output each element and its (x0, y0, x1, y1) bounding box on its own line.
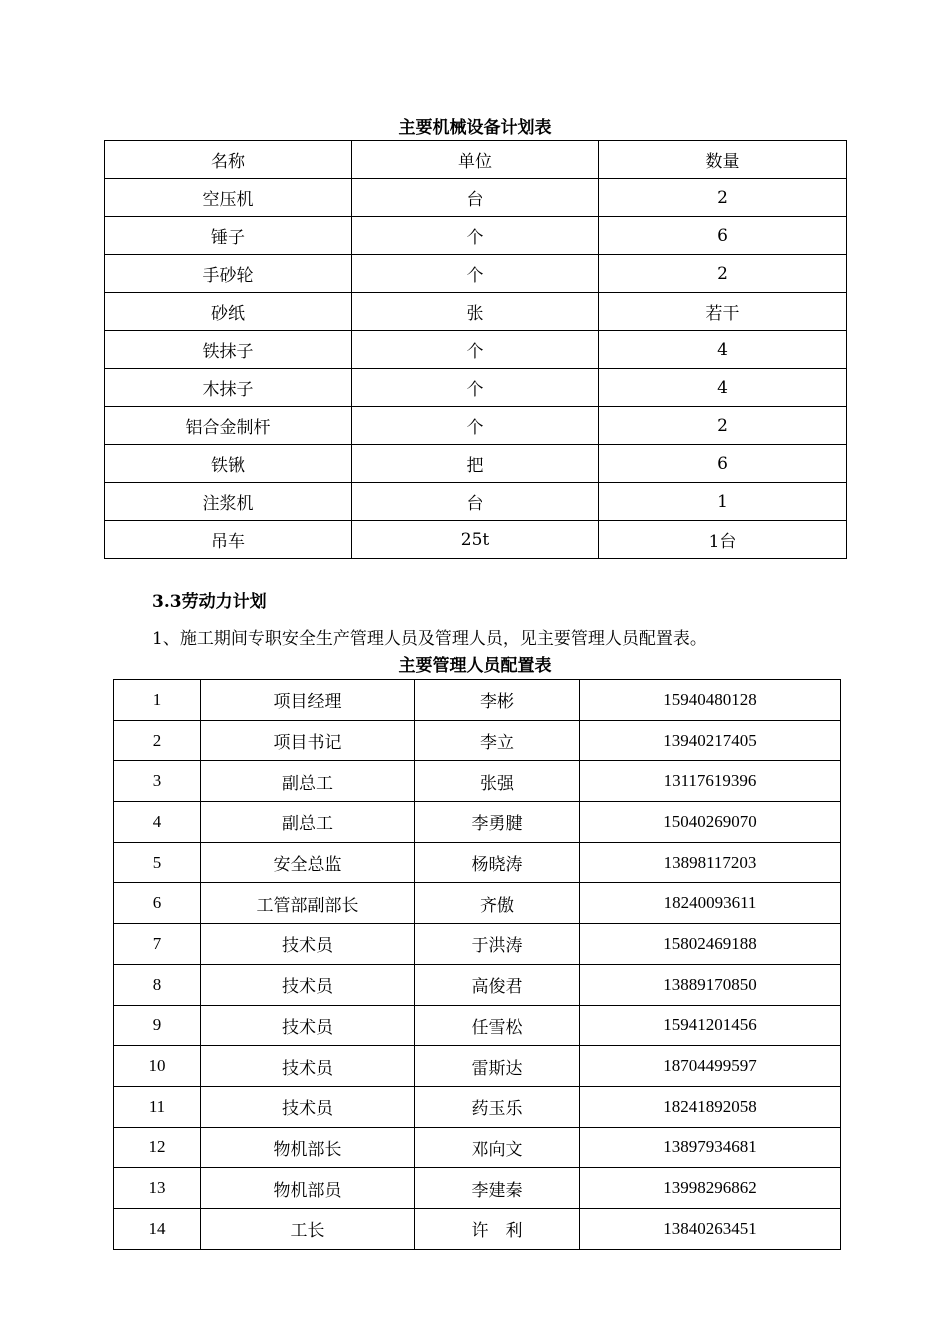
table-row (114, 1005, 841, 1046)
table-cell: 15940480128 (580, 680, 841, 721)
table-row (114, 964, 841, 1005)
table-cell: 锤子 (105, 217, 352, 255)
table-row (105, 179, 847, 217)
table-cell: 注浆机 (105, 483, 352, 521)
table-row (114, 1208, 841, 1249)
table-cell: 物机部长 (201, 1127, 415, 1168)
table-cell: 个 (352, 255, 599, 293)
table-cell: 7 (114, 924, 201, 965)
table-cell: 2 (599, 179, 847, 217)
staff-table-title: 主要管理人员配置表 (398, 656, 552, 676)
table-cell: 13940217405 (580, 720, 841, 761)
table-cell: 副总工 (201, 802, 415, 843)
table-cell: 4 (114, 802, 201, 843)
table-row (114, 1127, 841, 1168)
equipment-table-title: 主要机械设备计划表 (398, 118, 552, 138)
table-row (105, 217, 847, 255)
table-cell: 11 (114, 1086, 201, 1127)
table-cell: 齐傲 (415, 883, 580, 924)
table-cell: 物机部员 (201, 1168, 415, 1209)
table-cell: 李勇腱 (415, 802, 580, 843)
table-cell: 4 (599, 369, 847, 407)
table-cell: 药玉乐 (415, 1086, 580, 1127)
table-cell: 1 (599, 483, 847, 521)
table-cell: 工管部副部长 (201, 883, 415, 924)
table-cell: 铁抹子 (105, 331, 352, 369)
table-cell: 于洪涛 (415, 924, 580, 965)
table-row (105, 255, 847, 293)
table-cell: 工长 (201, 1208, 415, 1249)
table-cell: 13998296862 (580, 1168, 841, 1209)
table-cell: 李建秦 (415, 1168, 580, 1209)
table-cell: 技术员 (201, 1086, 415, 1127)
table-cell: 5 (114, 842, 201, 883)
staff-table (113, 679, 841, 1250)
table-row (105, 331, 847, 369)
table-cell: 18240093611 (580, 883, 841, 924)
table-cell: 6 (599, 217, 847, 255)
table-cell: 25t (352, 521, 599, 559)
table-cell: 个 (352, 217, 599, 255)
table-cell: 李立 (415, 720, 580, 761)
table-cell: 雷斯达 (415, 1046, 580, 1087)
table-cell: 手砂轮 (105, 255, 352, 293)
table-cell: 13117619396 (580, 761, 841, 802)
table-cell: 项目经理 (201, 680, 415, 721)
table-row (114, 761, 841, 802)
table-row (114, 802, 841, 843)
table-cell: 13840263451 (580, 1208, 841, 1249)
table-cell: 8 (114, 964, 201, 1005)
table-row (114, 1168, 841, 1209)
table-cell: 李彬 (415, 680, 580, 721)
table-cell: 个 (352, 331, 599, 369)
equipment-table (104, 140, 847, 559)
table-cell: 台 (352, 179, 599, 217)
table-cell: 砂纸 (105, 293, 352, 331)
table-cell: 12 (114, 1127, 201, 1168)
table-cell: 技术员 (201, 1005, 415, 1046)
table-cell: 2 (114, 720, 201, 761)
table-cell: 邓向文 (415, 1127, 580, 1168)
section-paragraph: 1、施工期间专职安全生产管理人员及管理人员，见主要管理人员配置表。 (152, 629, 707, 649)
table-row (105, 483, 847, 521)
table-cell: 4 (599, 331, 847, 369)
table-cell: 13 (114, 1168, 201, 1209)
table-cell: 张强 (415, 761, 580, 802)
table-cell: 技术员 (201, 1046, 415, 1087)
table-cell: 15941201456 (580, 1005, 841, 1046)
table-cell: 若干 (599, 293, 847, 331)
table-cell: 木抹子 (105, 369, 352, 407)
table-cell: 3 (114, 761, 201, 802)
table-cell: 张 (352, 293, 599, 331)
table-cell: 9 (114, 1005, 201, 1046)
table-cell: 吊车 (105, 521, 352, 559)
table-cell: 高俊君 (415, 964, 580, 1005)
column-header: 名称 (105, 141, 352, 179)
table-row (114, 720, 841, 761)
table-row (114, 1046, 841, 1087)
section-heading: 3.3劳动力计划 (152, 592, 267, 612)
table-cell: 安全总监 (201, 842, 415, 883)
table-cell: 13898117203 (580, 842, 841, 883)
table-row (105, 521, 847, 559)
table-row (105, 445, 847, 483)
table-row (114, 1086, 841, 1127)
table-row (105, 407, 847, 445)
table-cell: 2 (599, 255, 847, 293)
table-cell: 1 (114, 680, 201, 721)
table-cell: 项目书记 (201, 720, 415, 761)
table-cell: 副总工 (201, 761, 415, 802)
table-row (114, 842, 841, 883)
table-cell: 技术员 (201, 964, 415, 1005)
table-cell: 空压机 (105, 179, 352, 217)
table-cell: 1台 (599, 521, 847, 559)
table-cell: 铁锹 (105, 445, 352, 483)
table-cell: 个 (352, 407, 599, 445)
table-cell: 6 (599, 445, 847, 483)
table-cell: 13897934681 (580, 1127, 841, 1168)
table-cell: 许 利 (415, 1208, 580, 1249)
table-cell: 13889170850 (580, 964, 841, 1005)
column-header: 单位 (352, 141, 599, 179)
table-row (105, 369, 847, 407)
table-row (114, 680, 841, 721)
table-cell: 技术员 (201, 924, 415, 965)
table-row (114, 924, 841, 965)
table-cell: 15040269070 (580, 802, 841, 843)
table-cell: 杨晓涛 (415, 842, 580, 883)
table-cell: 台 (352, 483, 599, 521)
table-cell: 14 (114, 1208, 201, 1249)
table-cell: 10 (114, 1046, 201, 1087)
column-header: 数量 (599, 141, 847, 179)
table-header-row (105, 141, 847, 179)
table-cell: 任雪松 (415, 1005, 580, 1046)
table-row (114, 883, 841, 924)
table-cell: 2 (599, 407, 847, 445)
table-cell: 个 (352, 369, 599, 407)
table-cell: 18704499597 (580, 1046, 841, 1087)
table-cell: 铝合金制杆 (105, 407, 352, 445)
table-cell: 6 (114, 883, 201, 924)
table-cell: 18241892058 (580, 1086, 841, 1127)
table-row (105, 293, 847, 331)
table-cell: 15802469188 (580, 924, 841, 965)
table-cell: 把 (352, 445, 599, 483)
